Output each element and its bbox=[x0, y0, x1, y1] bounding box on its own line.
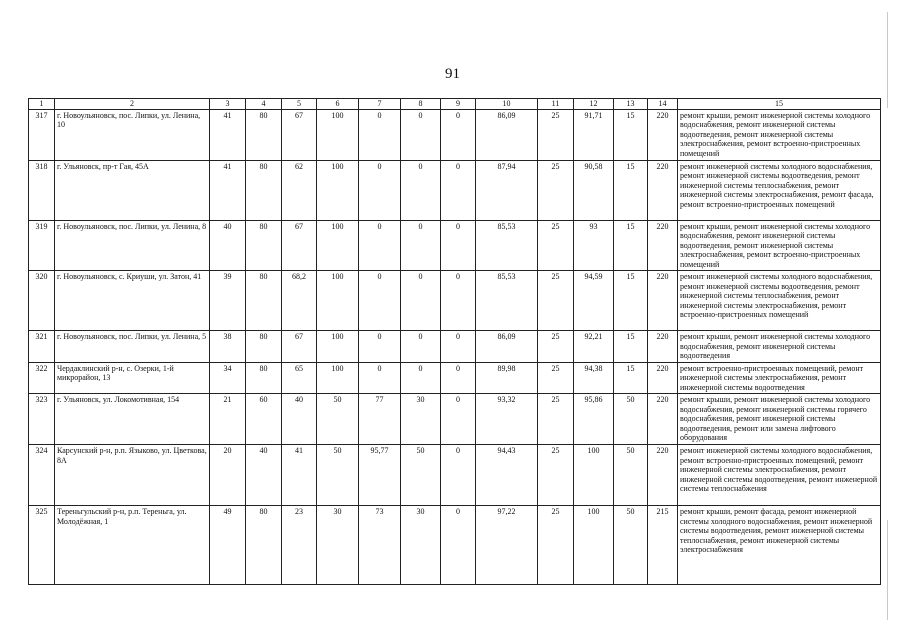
value-cell: 80 bbox=[246, 506, 282, 585]
address-cell: г. Ульяновск, ул. Локомотивная, 154 bbox=[55, 394, 210, 445]
works-cell: ремонт встроенно-пристроенных помещений, ремонт инженерной системы электроснабжения, ремонт инженерной системы водоотведения bbox=[678, 362, 881, 394]
value-cell: 60 bbox=[246, 394, 282, 445]
value-cell: 220 bbox=[648, 220, 678, 271]
table-row bbox=[29, 160, 881, 220]
column-header: 2 bbox=[55, 99, 210, 110]
row-number: 322 bbox=[29, 362, 55, 394]
row-number: 319 bbox=[29, 220, 55, 271]
value-cell: 15 bbox=[614, 362, 648, 394]
value-cell: 91,71 bbox=[574, 109, 614, 160]
value-cell: 25 bbox=[538, 331, 574, 363]
value-cell: 97,22 bbox=[476, 506, 538, 585]
value-cell: 68,2 bbox=[282, 271, 317, 331]
register-table bbox=[28, 98, 881, 585]
value-cell: 30 bbox=[401, 394, 441, 445]
value-cell: 100 bbox=[317, 109, 359, 160]
value-cell: 87,94 bbox=[476, 160, 538, 220]
value-cell: 15 bbox=[614, 271, 648, 331]
value-cell: 93,32 bbox=[476, 394, 538, 445]
value-cell: 15 bbox=[614, 331, 648, 363]
value-cell: 23 bbox=[282, 506, 317, 585]
table-row bbox=[29, 331, 881, 363]
value-cell: 220 bbox=[648, 394, 678, 445]
value-cell: 92,21 bbox=[574, 331, 614, 363]
value-cell: 0 bbox=[441, 445, 476, 506]
value-cell: 39 bbox=[210, 271, 246, 331]
value-cell: 0 bbox=[401, 271, 441, 331]
value-cell: 85,53 bbox=[476, 271, 538, 331]
value-cell: 0 bbox=[401, 362, 441, 394]
value-cell: 94,59 bbox=[574, 271, 614, 331]
column-header: 3 bbox=[210, 99, 246, 110]
column-header: 4 bbox=[246, 99, 282, 110]
value-cell: 38 bbox=[210, 331, 246, 363]
scan-edge-mark bbox=[887, 12, 888, 108]
value-cell: 15 bbox=[614, 160, 648, 220]
value-cell: 25 bbox=[538, 109, 574, 160]
column-header: 9 bbox=[441, 99, 476, 110]
address-cell: Чердаклинский р-н, с. Озерки, 1-й микрорайон, 13 bbox=[55, 362, 210, 394]
value-cell: 0 bbox=[359, 331, 401, 363]
works-cell: ремонт крыши, ремонт инженерной системы холодного водоснабжения, ремонт инженерной системы водоотведения, ремонт инженерной системы электроснабжения, ремонт встроенно-пристроенных помещений bbox=[678, 109, 881, 160]
value-cell: 0 bbox=[441, 160, 476, 220]
column-header: 6 bbox=[317, 99, 359, 110]
works-cell: ремонт крыши, ремонт инженерной системы холодного водоснабжения, ремонт инженерной системы водоотведения, ремонт инженерной системы электроснабжения, ремонт встроенно-пристроенных помещений bbox=[678, 220, 881, 271]
value-cell: 100 bbox=[317, 160, 359, 220]
value-cell: 50 bbox=[614, 506, 648, 585]
value-cell: 0 bbox=[401, 220, 441, 271]
value-cell: 50 bbox=[317, 394, 359, 445]
value-cell: 80 bbox=[246, 271, 282, 331]
row-number: 323 bbox=[29, 394, 55, 445]
value-cell: 86,09 bbox=[476, 109, 538, 160]
value-cell: 67 bbox=[282, 331, 317, 363]
address-cell: г. Ульяновск, пр-т Гая, 45А bbox=[55, 160, 210, 220]
value-cell: 0 bbox=[359, 220, 401, 271]
value-cell: 30 bbox=[317, 506, 359, 585]
value-cell: 50 bbox=[614, 394, 648, 445]
value-cell: 25 bbox=[538, 160, 574, 220]
row-number: 324 bbox=[29, 445, 55, 506]
column-header: 7 bbox=[359, 99, 401, 110]
value-cell: 15 bbox=[614, 109, 648, 160]
value-cell: 80 bbox=[246, 160, 282, 220]
value-cell: 100 bbox=[317, 271, 359, 331]
address-cell: Карсунский р-н, р.п. Языково, ул. Цветкова, 8А bbox=[55, 445, 210, 506]
value-cell: 100 bbox=[574, 506, 614, 585]
value-cell: 0 bbox=[359, 160, 401, 220]
value-cell: 25 bbox=[538, 506, 574, 585]
works-cell: ремонт крыши, ремонт фасада, ремонт инженерной системы холодного водоснабжения, ремонт инженерной системы водоотведения, ремонт инженерной системы теплоснабжения, ремонт инженерной системы электроснабжения bbox=[678, 506, 881, 585]
row-number: 320 bbox=[29, 271, 55, 331]
table-row bbox=[29, 220, 881, 271]
value-cell: 80 bbox=[246, 331, 282, 363]
value-cell: 220 bbox=[648, 445, 678, 506]
value-cell: 80 bbox=[246, 109, 282, 160]
column-header: 5 bbox=[282, 99, 317, 110]
value-cell: 65 bbox=[282, 362, 317, 394]
works-cell: ремонт крыши, ремонт инженерной системы холодного водоснабжения, ремонт инженерной системы водоотведения bbox=[678, 331, 881, 363]
value-cell: 100 bbox=[317, 331, 359, 363]
address-cell: г. Новоульяновск, пос. Липки, ул. Ленина, 8 bbox=[55, 220, 210, 271]
value-cell: 100 bbox=[317, 220, 359, 271]
row-number: 321 bbox=[29, 331, 55, 363]
value-cell: 93 bbox=[574, 220, 614, 271]
value-cell: 220 bbox=[648, 331, 678, 363]
value-cell: 0 bbox=[441, 331, 476, 363]
value-cell: 20 bbox=[210, 445, 246, 506]
value-cell: 100 bbox=[317, 362, 359, 394]
value-cell: 85,53 bbox=[476, 220, 538, 271]
column-header: 13 bbox=[614, 99, 648, 110]
column-header: 15 bbox=[678, 99, 881, 110]
value-cell: 50 bbox=[401, 445, 441, 506]
value-cell: 0 bbox=[441, 109, 476, 160]
value-cell: 0 bbox=[441, 506, 476, 585]
value-cell: 77 bbox=[359, 394, 401, 445]
value-cell: 0 bbox=[441, 271, 476, 331]
value-cell: 0 bbox=[441, 220, 476, 271]
value-cell: 67 bbox=[282, 109, 317, 160]
value-cell: 49 bbox=[210, 506, 246, 585]
address-cell: г. Новоульяновск, пос. Липки, ул. Ленина, 10 bbox=[55, 109, 210, 160]
table-row bbox=[29, 109, 881, 160]
table-row bbox=[29, 506, 881, 585]
column-header: 14 bbox=[648, 99, 678, 110]
value-cell: 25 bbox=[538, 394, 574, 445]
value-cell: 0 bbox=[441, 362, 476, 394]
value-cell: 40 bbox=[246, 445, 282, 506]
value-cell: 94,43 bbox=[476, 445, 538, 506]
value-cell: 0 bbox=[359, 362, 401, 394]
works-cell: ремонт инженерной системы холодного водоснабжения, ремонт инженерной системы водоотведения, ремонт инженерной системы теплоснабжения, ремонт инженерной системы электроснабжения, ремонт встроенно-пристроенных помещений bbox=[678, 271, 881, 331]
column-header: 8 bbox=[401, 99, 441, 110]
row-number: 318 bbox=[29, 160, 55, 220]
value-cell: 41 bbox=[282, 445, 317, 506]
value-cell: 15 bbox=[614, 220, 648, 271]
value-cell: 25 bbox=[538, 271, 574, 331]
value-cell: 0 bbox=[359, 109, 401, 160]
value-cell: 0 bbox=[441, 394, 476, 445]
value-cell: 21 bbox=[210, 394, 246, 445]
value-cell: 90,58 bbox=[574, 160, 614, 220]
value-cell: 40 bbox=[210, 220, 246, 271]
value-cell: 73 bbox=[359, 506, 401, 585]
value-cell: 80 bbox=[246, 362, 282, 394]
value-cell: 25 bbox=[538, 445, 574, 506]
value-cell: 95,86 bbox=[574, 394, 614, 445]
value-cell: 34 bbox=[210, 362, 246, 394]
column-header: 12 bbox=[574, 99, 614, 110]
value-cell: 80 bbox=[246, 220, 282, 271]
column-header: 10 bbox=[476, 99, 538, 110]
value-cell: 67 bbox=[282, 220, 317, 271]
address-cell: Тереньгульский р-н, р.п. Тереньга, ул. Молодёжная, 1 bbox=[55, 506, 210, 585]
value-cell: 41 bbox=[210, 109, 246, 160]
value-cell: 215 bbox=[648, 506, 678, 585]
value-cell: 0 bbox=[401, 109, 441, 160]
value-cell: 220 bbox=[648, 271, 678, 331]
value-cell: 50 bbox=[317, 445, 359, 506]
table-row bbox=[29, 362, 881, 394]
header-row bbox=[29, 99, 881, 110]
value-cell: 220 bbox=[648, 362, 678, 394]
value-cell: 40 bbox=[282, 394, 317, 445]
value-cell: 25 bbox=[538, 220, 574, 271]
value-cell: 95,77 bbox=[359, 445, 401, 506]
value-cell: 0 bbox=[401, 160, 441, 220]
row-number: 317 bbox=[29, 109, 55, 160]
value-cell: 220 bbox=[648, 109, 678, 160]
value-cell: 41 bbox=[210, 160, 246, 220]
address-cell: г. Новоульяновск, пос. Липки, ул. Ленина, 5 bbox=[55, 331, 210, 363]
value-cell: 50 bbox=[614, 445, 648, 506]
scan-edge-mark bbox=[887, 520, 888, 620]
table-row bbox=[29, 271, 881, 331]
column-header: 11 bbox=[538, 99, 574, 110]
page-number: 91 bbox=[445, 66, 460, 82]
value-cell: 25 bbox=[538, 362, 574, 394]
value-cell: 220 bbox=[648, 160, 678, 220]
value-cell: 94,38 bbox=[574, 362, 614, 394]
works-cell: ремонт инженерной системы холодного водоснабжения, ремонт инженерной системы водоотведения, ремонт инженерной системы теплоснабжения, ремонт инженерной системы электроснабжения, ремонт фасада, ремонт встроенно-пристроенных помещений bbox=[678, 160, 881, 220]
table-row bbox=[29, 394, 881, 445]
address-cell: г. Новоульяновск, с. Криуши, ул. Затон, 41 bbox=[55, 271, 210, 331]
table-row bbox=[29, 445, 881, 506]
value-cell: 89,98 bbox=[476, 362, 538, 394]
column-header: 1 bbox=[29, 99, 55, 110]
works-cell: ремонт инженерной системы холодного водоснабжения, ремонт встроенно-пристроенных помещений, ремонт инженерной системы электроснабжения, ремонт инженерной системы водоотведения, ремонт инженерной системы теплоснабжения bbox=[678, 445, 881, 506]
value-cell: 100 bbox=[574, 445, 614, 506]
value-cell: 86,09 bbox=[476, 331, 538, 363]
row-number: 325 bbox=[29, 506, 55, 585]
value-cell: 30 bbox=[401, 506, 441, 585]
value-cell: 0 bbox=[359, 271, 401, 331]
value-cell: 0 bbox=[401, 331, 441, 363]
value-cell: 62 bbox=[282, 160, 317, 220]
works-cell: ремонт крыши, ремонт инженерной системы холодного водоснабжения, ремонт инженерной системы горячего водоснабжения, ремонт инженерной системы водоотведения, ремонт или замена лифтового оборудования bbox=[678, 394, 881, 445]
